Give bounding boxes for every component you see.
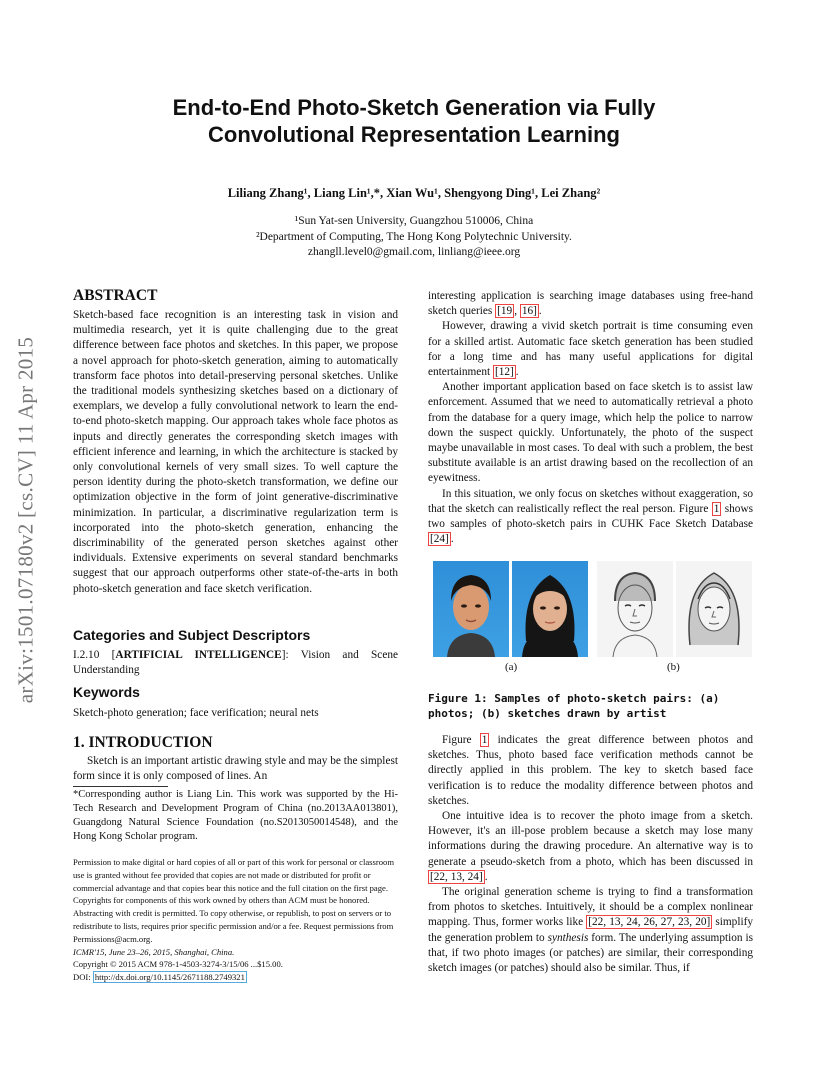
arxiv-identifier: arXiv:1501.07180v2 [cs.CV] 11 Apr 2015 xyxy=(13,336,38,704)
face-sketch-1-drawing xyxy=(597,561,673,657)
figure-1-caption: Figure 1: Samples of photo-sketch pairs: (a) photos; (b) sketches drawn by artist xyxy=(428,692,720,720)
abstract-heading: ABSTRACT xyxy=(73,287,158,304)
title-line-1: End-to-End Photo-Sketch Generation via Fully xyxy=(172,95,656,120)
right-paragraph-1: interesting application is searching image databases using free-hand sketch queries [19 , 16] . xyxy=(428,290,753,318)
abstract-text: Sketch-based face recognition is an interesting task in vision and multimedia research, yet it is quite challenging due to the great difference between face photos and sketches. In this paper, we propose a novel approach for photo-sketch generation, aiming to automatically transform face photos into detail-preserving personal sketches. Unlike the traditional models synthesizing sketches based on a dictionary of exemplars, we develop a fully convolutional network to learn the end-to-end photo-sketch mapping. Our approach takes whole face photos as inputs and directly generates the corresponding sketch images with efficient inference and learning, in which the architecture is stacked by only convolutional kernels of very small sizes. To well capture the person identity during the photo-sketch transformation, we define our optimization objective in the form of joint generative-discriminative minimization. In particular, a discriminative regularization term is incorporated into the photo-sketch generation, enhancing the discriminability of the generated person sketches against other individuals. Extensive experiments on several standard benchmarks suggest that our approach outperforms other state-of-the-arts in both photo-sketch generation and face sketch verification. xyxy=(73,309,398,595)
doi-link[interactable]: http://dx.doi.org/10.1145/2671188.2749321 xyxy=(94,972,245,983)
keywords-heading: Keywords xyxy=(73,684,140,700)
footnote: *Corresponding author is Liang Lin. This work was supported by the Hi-Tech Research and Development Program of China (no.2013AA013801), Guangdong Natural Science Foundation (no.S2013050014548), and the Hong Kong Scholar program. xyxy=(73,789,398,842)
conference-info: ICMR'15, June 23–26, 2015, Shanghai, China. xyxy=(73,946,235,957)
affiliation-1: ¹Sun Yat-sen University, Guangzhou 510006, China xyxy=(294,215,534,227)
title-line-2: Convolutional Representation Learning xyxy=(208,122,620,147)
face-photo-2 xyxy=(512,561,588,657)
abstract-body xyxy=(73,308,398,597)
introduction-paragraph-1: Sketch is an important artistic drawing style and may be the simplest form since it is only composed of lines. An xyxy=(73,755,398,783)
figure-label-a: (a) xyxy=(505,661,518,673)
face-sketch-2 xyxy=(676,561,752,657)
right-paragraph-7: The original generation scheme is trying to find a transformation from photos to sketches. Intuitively, it should be a complex nonlinear mapping. Thus, former works like [22, 13, 24, 26, 27, 23, 20] simplify the generation problem to synthesis form. The underlying assumption is that, if two photo images (or patches) are similar, their corresponding sketch images (or patches) should also be similar. Thus, if xyxy=(428,886,754,975)
introduction-heading: 1. INTRODUCTION xyxy=(73,734,213,751)
affiliation-2: ²Department of Computing, The Hong Kong Polytechnic University. xyxy=(256,231,572,243)
permission-text: Permission to make digital or hard copies of all or part of this work for personal or classroom use is granted without fee provided that copies are not made or distributed for profit or commercial advantage and that copies bear this notice and the full citation on the first page. Copyrights for components of this work owned by others than ACM must be honored. Abstracting with credit is permitted. To copy otherwise, or republish, to post on servers or to redistribute to lists, requires prior specific permission and/or a fee. Request permissions from Permissions@acm.org. xyxy=(73,857,394,944)
right-column-top xyxy=(428,289,753,547)
right-paragraph-6: One intuitive idea is to recover the photo image from a sketch. However, it's an ill-pose problem because a sketch may lose many informations during the drawing procedure. An alternative way is to generate a pseudo-sketch from a photo, which has been discussed in [22, 13, 24] . xyxy=(428,810,753,883)
face-sketch-1 xyxy=(597,561,673,657)
right-paragraph-2: However, drawing a vivid sketch portrait is time consuming even for a skilled artist. Automatic face sketch generation has been studied for a long time and has many useful applications for digital entertainment [12] . xyxy=(428,320,753,379)
right-column-bottom xyxy=(428,733,753,976)
figure-1-reference[interactable]: 1 xyxy=(713,502,720,515)
author-list: Liliang Zhang¹, Liang Lin¹,*, Xian Wu¹, Shengyong Ding¹, Lei Zhang² xyxy=(227,186,601,200)
right-paragraph-5: Figure 1 indicates the great difference between photos and sketches. Thus, photo based face verification methods cannot be directly applied in this problem. The key to sketch based face verification is to reduce the modality difference between photos and sketches. xyxy=(428,734,753,807)
footnote-rule xyxy=(73,786,168,787)
citation-22-13-24[interactable]: [22, 13, 24] xyxy=(430,870,483,883)
paper-title xyxy=(60,94,768,148)
figure-label-b: (b) xyxy=(667,661,680,673)
citation-19[interactable]: [19 xyxy=(497,305,513,318)
keywords-text: Sketch-photo generation; face verification; neural nets xyxy=(73,707,319,719)
categories-heading: Categories and Subject Descriptors xyxy=(73,627,311,643)
face-photo-1 xyxy=(433,561,509,657)
figure-1-reference-2[interactable]: 1 xyxy=(481,734,488,746)
face-photo-1-drawing xyxy=(433,561,509,657)
right-paragraph-3: Another important application based on face sketch is to assist law enforcement. Assumed that we need to automatically retrieval a photo from the database for a query image, which help the police to narrow down the suspect quickly. Unfortunately, the photo of the suspect maybe unavailable in most cases. To deal with such a problem, the best substitute available is an artist drawing based on the recollection of an eyewitness. xyxy=(428,381,753,485)
copyright-line: Copyright © 2015 ACM 978-1-4503-3274-3/15/06 ...$15.00. xyxy=(73,959,283,970)
right-paragraph-4: In this situation, we only focus on sketches without exaggeration, so that the sketch can realistically reflect the real person. Figure 1 shows two samples of photo-sketch pairs in CUHK Face Sketch Database [24] . xyxy=(428,487,753,546)
permission-block xyxy=(73,856,398,984)
citation-16[interactable]: 16] xyxy=(521,305,537,318)
categories-text: I.2.10 [ARTIFICIAL INTELLIGENCE]: Vision and Scene Understanding xyxy=(73,649,398,677)
face-sketch-2-drawing xyxy=(676,561,752,657)
author-emails: zhangll.level0@gmail.com, linliang@ieee.org xyxy=(307,246,521,258)
doi-line: DOI: http://dx.doi.org/10.1145/2671188.2749321 xyxy=(73,972,245,983)
citation-list[interactable]: [22, 13, 24, 26, 27, 23, 20] xyxy=(588,916,711,929)
citation-12[interactable]: [12] xyxy=(494,366,514,379)
face-photo-2-drawing xyxy=(512,561,588,657)
citation-24[interactable]: [24] xyxy=(430,533,449,546)
